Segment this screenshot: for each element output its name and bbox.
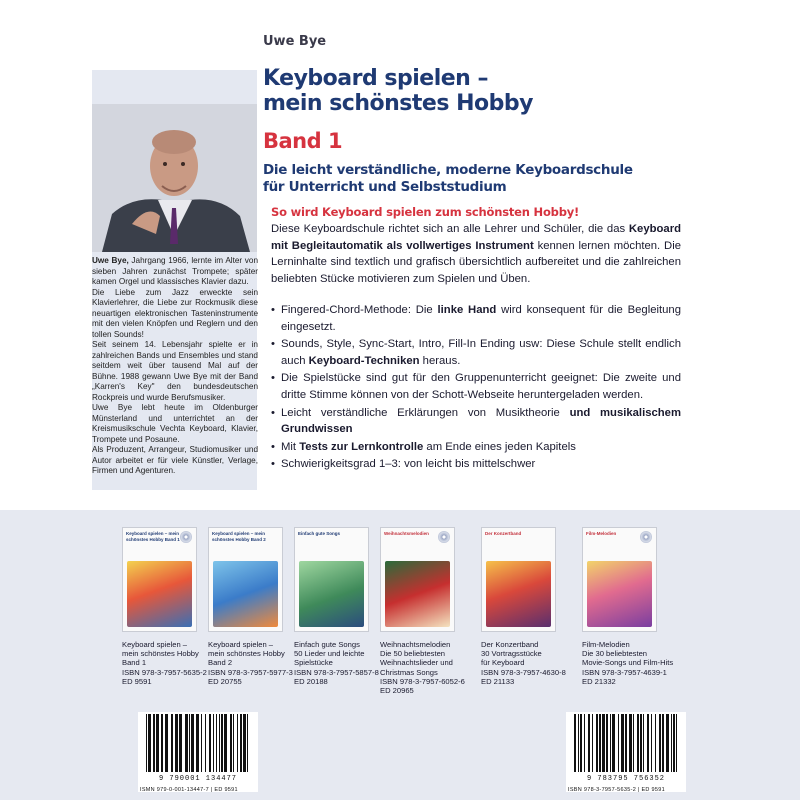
- barcode-bar: [237, 714, 238, 772]
- book-cover-title: Der Konzertband: [485, 531, 522, 536]
- barcode-bar: [618, 714, 619, 772]
- barcode-bar: [655, 714, 656, 772]
- barcode-bar: [588, 714, 590, 772]
- barcode-bar: [230, 714, 232, 772]
- book-cover-title: Einfach gute Songs: [298, 531, 341, 536]
- author-bio: [92, 256, 258, 477]
- barcode-number: 9 790001 134477: [158, 775, 237, 783]
- book-subtitle: [263, 162, 693, 196]
- book-cover-title: Weihnachtsmelodien: [384, 531, 429, 536]
- cover-art: [213, 561, 278, 627]
- tagline: So wird Keyboard spielen zum schönsten Hobby!: [271, 205, 580, 219]
- barcode-bar: [610, 714, 611, 772]
- barcode-bar: [580, 714, 582, 772]
- bio-name: Uwe Bye,: [92, 256, 129, 265]
- bio-paragraph: Die Liebe zum Jazz erweckte sein Klavierlehrer, die Liebe zur Rockmusik diese neuartigen elektronischen Tasteninstrumente mit den vielen Knöpfen und Reglern und den tollen Sounds!: [92, 287, 258, 339]
- cd-icon: [180, 531, 192, 543]
- feature-item: • Fingered-Chord-Methode: Die linke Hand wird konsequent für die Begleitung eingesetzt.: [271, 302, 681, 335]
- barcode-ismn: [138, 712, 258, 792]
- barcode-bar: [596, 714, 598, 772]
- barcode-bar: [633, 714, 634, 772]
- barcode-bar: [205, 714, 206, 772]
- barcode-number: 9 783795 756352: [586, 775, 665, 783]
- author-photo: [92, 104, 257, 252]
- barcode-bar: [621, 714, 624, 772]
- intro-highlight: Keyboard mit Begleitautomatik als vollwertiges Instrument: [271, 223, 681, 252]
- barcode-bar: [625, 714, 627, 772]
- barcode-bar: [243, 714, 246, 772]
- cd-icon: [438, 531, 450, 543]
- barcode-bar: [213, 714, 214, 772]
- barcode-bar: [247, 714, 248, 772]
- feature-item: • Mit Tests zur Lernkontrolle am Ende eines jeden Kapitels: [271, 439, 681, 456]
- feature-item: • Leicht verständliche Erklärungen von Musiktheorie und musikalischem Grundwissen: [271, 405, 681, 438]
- book-cover-title: Film-Melodien: [586, 531, 617, 536]
- isbn-line: ISBN 978-3-7957-5635-2 | ED 9591: [568, 787, 665, 793]
- barcode-bar: [662, 714, 664, 772]
- barcode-bar: [161, 714, 163, 772]
- barcode-bar: [209, 714, 211, 772]
- feature-item: • Sounds, Style, Sync-Start, Intro, Fill-In Ending usw: Diese Schule stellt endlich auch Keyboard-Techniken heraus.: [271, 336, 681, 369]
- barcode-bar: [592, 714, 593, 772]
- barcode-bar: [221, 714, 223, 772]
- book-cover: [208, 527, 283, 632]
- barcode-bar: [185, 714, 188, 772]
- barcode-bar: [191, 714, 194, 772]
- feature-item: • Die Spielstücke sind gut für den Gruppenunterricht geeignet: Die zweite und dritte Stimme können von der Schott-Webseite heruntergeladen werden.: [271, 370, 681, 403]
- bio-paragraph: Seit seinem 14. Lebensjahr spielte er in zahlreichen Bands und Ensembles und stand seitdem weit über tausend Mal auf der Bühne. 1988 gewann Uwe Bye mit der Band „Karren's Key" den bundesdeutschen Rockpreis und wurde Berufsmusiker.: [92, 340, 258, 402]
- cover-art: [486, 561, 551, 627]
- book-cover: [380, 527, 455, 632]
- subtitle-line-2: für Unterricht und Selbststudium: [263, 179, 507, 195]
- bio-paragraph: Als Produzent, Arrangeur, Studiomusiker und Autor arbeitet er für viele Künstler, Verlage, Firmen und Agenturen.: [92, 445, 258, 475]
- book-cover-title: Keyboard spielen – mein schönstes Hobby Band 2: [212, 531, 266, 542]
- barcode-bar: [659, 714, 661, 772]
- barcode-bar: [643, 714, 644, 772]
- book-cover: [582, 527, 657, 632]
- barcode-bar: [599, 714, 601, 772]
- subtitle-line-1: Die leicht verständliche, moderne Keyboardschule: [263, 162, 633, 178]
- barcode-bar: [153, 714, 155, 772]
- book-title: [263, 66, 683, 116]
- barcode-bar: [647, 714, 649, 772]
- barcode-bar: [146, 714, 147, 772]
- barcode-bar: [612, 714, 615, 772]
- barcode-bar: [148, 714, 151, 772]
- barcode-bar: [165, 714, 168, 772]
- barcode-bar: [196, 714, 199, 772]
- book-caption: Keyboard spielen – mein schönstes Hobby Band 2 ISBN 978-3-7957-5977-3 ED 20755: [208, 640, 293, 686]
- book-caption: Einfach gute Songs 50 Lieder und leichte Spielstücke ISBN 978-3-7957-5857-8 ED 20188: [294, 640, 379, 686]
- barcode-bar: [233, 714, 234, 772]
- book-cover: [294, 527, 369, 632]
- feature-item: • Schwierigkeitsgrad 1–3: von leicht bis mittelschwer: [271, 456, 681, 473]
- barcode-bar: [584, 714, 585, 772]
- barcode-bar: [578, 714, 579, 772]
- book-cover-title: Keyboard spielen – mein schönstes Hobby Band 1: [126, 531, 180, 542]
- feature-list: [271, 302, 681, 474]
- ismn-line: ISMN 979-0-001-13447-7 | ED 9591: [140, 787, 238, 793]
- cover-art: [587, 561, 652, 627]
- title-line-2: mein schönstes Hobby: [263, 91, 533, 116]
- intro-text: Diese Keyboardschule richtet sich an alle Lehrer und Schüler, die das Keyboard mit Begleitautomatik als vollwertiges Instrument kennen lernen möchten. Die Lerninhalte sind textlich und grafisch übersichtlich aufbereitet und die zahlreichen beliebten Stücke motivieren zum Spielen und Üben.: [271, 223, 681, 285]
- title-line-1: Keyboard spielen –: [263, 66, 488, 91]
- barcode-isbn: [566, 712, 686, 792]
- barcode-bar: [676, 714, 677, 772]
- barcode-bar: [216, 714, 217, 772]
- cover-art: [127, 561, 192, 627]
- book-caption: Keyboard spielen – mein schönstes Hobby Band 1 ISBN 978-3-7957-5635-2 ED 9591: [122, 640, 207, 686]
- barcode-bar: [171, 714, 173, 772]
- book-caption: Der Konzertband 30 Vortragsstücke für Keyboard ISBN 978-3-7957-4630-8 ED 21133: [481, 640, 566, 686]
- barcode-bar: [640, 714, 642, 772]
- bio-paragraph: Uwe Bye, Jahrgang 1966, lernte im Alter von sieben Jahren zunächst Trompete; später kamen Orgel und klassisches Klavier dazu.: [92, 256, 258, 286]
- barcode-bar: [602, 714, 605, 772]
- cover-art: [299, 561, 364, 627]
- author-name: Uwe Bye: [263, 34, 327, 49]
- barcode-bar: [175, 714, 178, 772]
- barcode-bar: [637, 714, 639, 772]
- barcode-bar: [201, 714, 202, 772]
- band-label: Band 1: [263, 129, 343, 153]
- barcode-bar: [240, 714, 242, 772]
- barcode-bar: [651, 714, 652, 772]
- barcode-bar: [224, 714, 227, 772]
- barcode-bar: [629, 714, 632, 772]
- barcode-bar: [606, 714, 608, 772]
- bio-paragraph: Uwe Bye lebt heute im Oldenburger Münsterland und unterrichtet an der Kreismusikschule Vechta Keyboard, Klavier, Trompete und Posaune.: [92, 403, 258, 444]
- barcode-bar: [179, 714, 182, 772]
- book-caption: Film-Melodien Die 30 beliebtesten Movie-Songs und Film-Hits ISBN 978-3-7957-4639-1 ED 21332: [582, 640, 674, 686]
- cd-icon: [640, 531, 652, 543]
- barcode-bar: [673, 714, 675, 772]
- barcode-bar: [189, 714, 190, 772]
- barcode-bar: [219, 714, 220, 772]
- book-cover: [481, 527, 556, 632]
- barcode-bar: [156, 714, 159, 772]
- barcode-bar: [666, 714, 669, 772]
- book-cover: [122, 527, 197, 632]
- barcode-bar: [574, 714, 576, 772]
- cover-art: [385, 561, 450, 627]
- book-caption: Weihnachtsmelodien Die 50 beliebtesten Weihnachtslieder und Christmas Songs ISBN 978-3-7957-6052-6 ED 20965: [380, 640, 465, 696]
- barcode-bar: [671, 714, 672, 772]
